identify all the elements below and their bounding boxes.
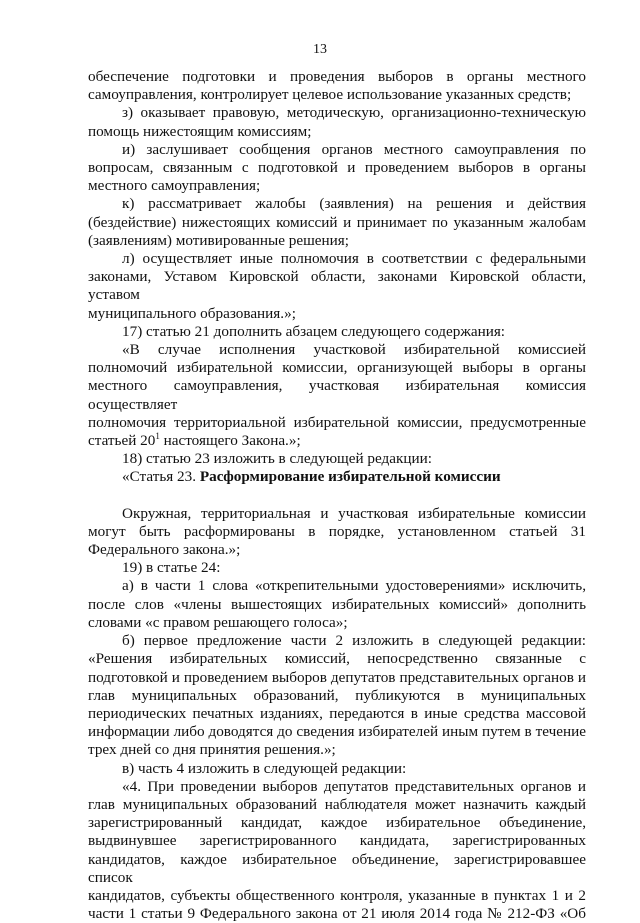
- text-line: «4. При проведении выборов депутатов представительных органов и: [122, 777, 586, 795]
- paragraph-19: [88, 559, 586, 577]
- paragraph-19-v: [88, 760, 586, 778]
- text-line: выдвинувшее зарегистрированного кандидата, зарегистрированных: [88, 832, 586, 850]
- text-line: (заявлениям) мотивированные решения;: [88, 231, 349, 249]
- text-line: полномочий избирательной комиссии, организующей выборы в органы: [88, 359, 586, 377]
- text-line: Федерального закона.»;: [88, 541, 241, 559]
- paragraph-18: [88, 450, 586, 468]
- text-line: подготовкой и проведением выборов депутатов представительных органов и: [88, 668, 586, 686]
- document-body: [88, 68, 586, 923]
- text-line: части 1 статьи 9 Федерального закона от 21 июля 2014 года № 212-ФЗ «Об: [88, 905, 586, 923]
- text-line: а) в части 1 слова «открепительными удостоверениями» исключить,: [122, 577, 586, 595]
- text-line: полномочия территориальной избирательной комиссии, предусмотренные: [88, 413, 586, 431]
- paragraph-19-b: [88, 632, 586, 759]
- paragraph-article-23-body: [88, 505, 586, 560]
- text-line: Окружная, территориальная и участковая избирательные комиссии: [122, 504, 586, 522]
- text-line: периодических печатных изданиях, передаются в иные средства массовой: [88, 704, 586, 722]
- text-line: информации либо доводятся до сведения избирателей иным путем в течение: [88, 723, 586, 741]
- article-heading-title: Расформирование избирательной комиссии: [199, 468, 501, 486]
- text-line: кандидатов, каждое избирательное объединение, зарегистрировавшее список: [88, 850, 586, 886]
- text-line: зарегистрированный кандидат, каждое избирательное объединение,: [88, 814, 586, 832]
- paragraph-item-i: [88, 141, 586, 196]
- text-line: глав муниципальных образований наблюдателя может назначить каждый: [88, 795, 586, 813]
- paragraph-quote-article-21: [88, 341, 586, 450]
- text-line: л) осуществляет иные полномочия в соответствии с федеральными: [122, 250, 586, 268]
- article-ref-superscript: 1: [155, 431, 160, 442]
- article-heading-prefix: «Статья 23.: [122, 468, 200, 486]
- text-line: законами, Уставом Кировской области, законами Кировской области, уставом: [88, 268, 586, 304]
- page-number: 13: [313, 42, 327, 57]
- text-line: помощь нижестоящим комиссиям;: [88, 122, 312, 140]
- paragraph-1: [88, 68, 586, 104]
- paragraph-17: [88, 323, 586, 341]
- text-line: з) оказывает правовую, методическую, организационно-техническую: [122, 104, 586, 122]
- text-line: в) часть 4 изложить в следующей редакции:: [122, 759, 407, 777]
- text-line: «Решения избирательных комиссий, непосредственно связанные с: [88, 650, 586, 668]
- text-line: обеспечение подготовки и проведения выборов в органы местного: [88, 68, 586, 85]
- text-line: б) первое предложение части 2 изложить в следующей редакции:: [122, 632, 586, 650]
- text-line: самоуправления, контролирует целевое использование указанных средств;: [88, 86, 572, 104]
- text-fragment: настоящего Закона.»;: [159, 432, 301, 450]
- text-line: глав муниципальных образований, публикуются в муниципальных: [88, 686, 586, 704]
- paragraph-quote-part-4: [88, 778, 586, 923]
- spacer: [88, 487, 586, 505]
- paragraph-19-a: [88, 577, 586, 632]
- text-line: «В случае исполнения участковой избирательной комиссией: [122, 341, 586, 359]
- text-line: трех дней со дня принятия решения.»;: [88, 741, 336, 759]
- text-line: и) заслушивает сообщения органов местного самоуправления по: [122, 140, 586, 158]
- text-line: муниципального образования.»;: [88, 304, 296, 322]
- text-line: (бездействие) нижестоящих комиссий и принимает по указанным жалобам: [88, 213, 586, 231]
- text-line: [88, 468, 586, 486]
- text-line: вопросам, связанным с подготовкой и проведением выборов в органы: [88, 159, 586, 177]
- paragraph-item-l: [88, 250, 586, 323]
- text-line: могут быть расформированы в порядке, установленном статьей 31: [88, 522, 586, 540]
- text-line: кандидатов, субъекты общественного контроля, указанные в пунктах 1 и 2: [88, 886, 586, 904]
- text-line: 19) в статье 24:: [122, 559, 221, 577]
- paragraph-item-z: [88, 104, 586, 140]
- text-line: словами «с правом решающего голоса»;: [88, 613, 348, 631]
- paragraph-item-k: [88, 195, 586, 250]
- article-23-heading: [88, 468, 586, 486]
- text-line: [88, 432, 586, 450]
- text-line: к) рассматривает жалобы (заявления) на решения и действия: [122, 195, 586, 213]
- text-line: после слов «члены вышестоящих избирательных комиссий» дополнить: [88, 595, 586, 613]
- text-line: местного самоуправления;: [88, 177, 261, 195]
- text-line: 17) статью 21 дополнить абзацем следующего содержания:: [122, 322, 506, 340]
- article-ref: статьей 20: [88, 432, 156, 450]
- text-line: 18) статью 23 изложить в следующей редакции:: [122, 450, 432, 468]
- text-line: местного самоуправления, участковая избирательная комиссия осуществляет: [88, 377, 586, 413]
